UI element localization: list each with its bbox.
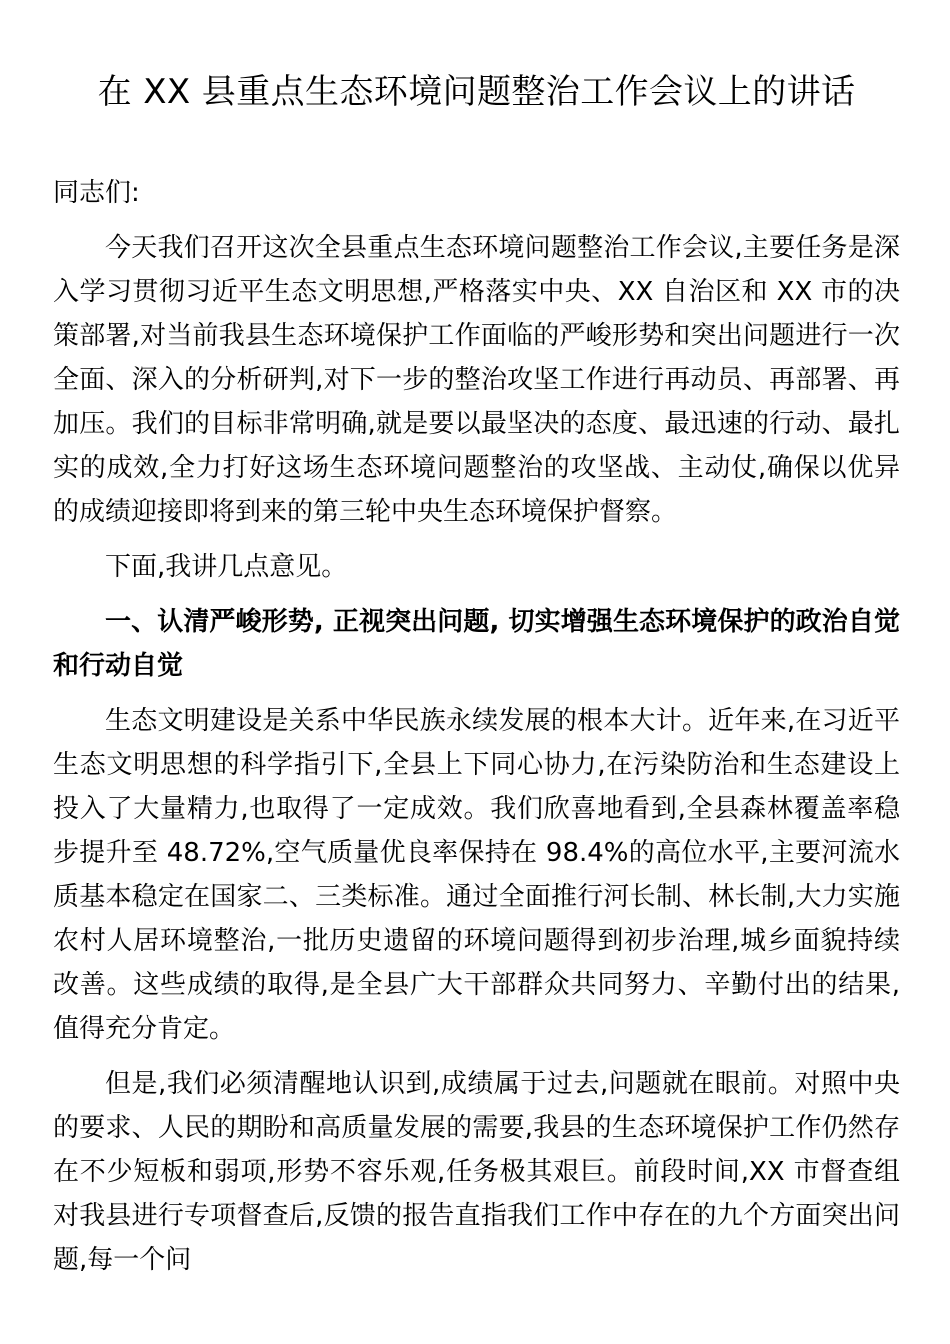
page-title: 在 XX 县重点生态环境问题整治工作会议上的讲话 — [97, 72, 856, 112]
paragraph-achievements: 生态文明建设是关系中华民族永续发展的根本大计。近年来,在习近平生态文明思想的科学指引下,全县上下同心协力,在污染防治和生态建设上投入了大量精力,也取得了一定成效。我们欣喜地看到,全县森林覆盖率稳步提升至 48.72%,空气质量优良率保持在 98.4%的高位水平,主要河流水质基本稳定在国家二、三类标准。通过全面推行河长制、林长制,大力实施农村人居环境整治,一批历史遗留的环境问题得到初步治理,城乡面貌持续改善。这些成绩的取得,是全县广大干部群众共同努力、辛勤付出的结果,值得充分肯定。 — [53, 706, 900, 1044]
paragraph-intro: 今天我们召开这次全县重点生态环境问题整治工作会议,主要任务是深入学习贯彻习近平生态文明思想,严格落实中央、XX 自治区和 XX 市的决策部署,对当前我县生态环境保护工作面临的严峻形势和突出问题进行一次全面、深入的分析研判,对下一步的整治攻坚工作进行再动员、再部署、再加压。我们的目标非常明确,就是要以最坚决的态度、最迅速的行动、最扎实的成效,全力打好这场生态环境问题整治的攻坚战、主动仗,确保以优异的成绩迎接即将到来的第三轮中央生态环境保护督察。 — [53, 233, 900, 527]
document-content — [53, 0, 900, 1282]
paragraph-transition: 下面,我讲几点意见。 — [105, 552, 348, 582]
paragraph-problems: 但是,我们必须清醒地认识到,成绩属于过去,问题就在眼前。对照中央的要求、人民的期盼和高质量发展的需要,我县的生态环境保护工作仍然存在不少短板和弱项,形势不容乐观,任务极其艰巨。前段时间,XX 市督查组对我县进行专项督查后,反馈的报告直指我们工作中存在的九个方面突出问题,每一个问 — [53, 1069, 900, 1275]
section-heading-one: 一、认清严峻形势, 正视突出问题, 切实增强生态环境保护的政治自觉和行动自觉 — [53, 607, 900, 681]
salutation: 同志们: — [53, 178, 140, 208]
